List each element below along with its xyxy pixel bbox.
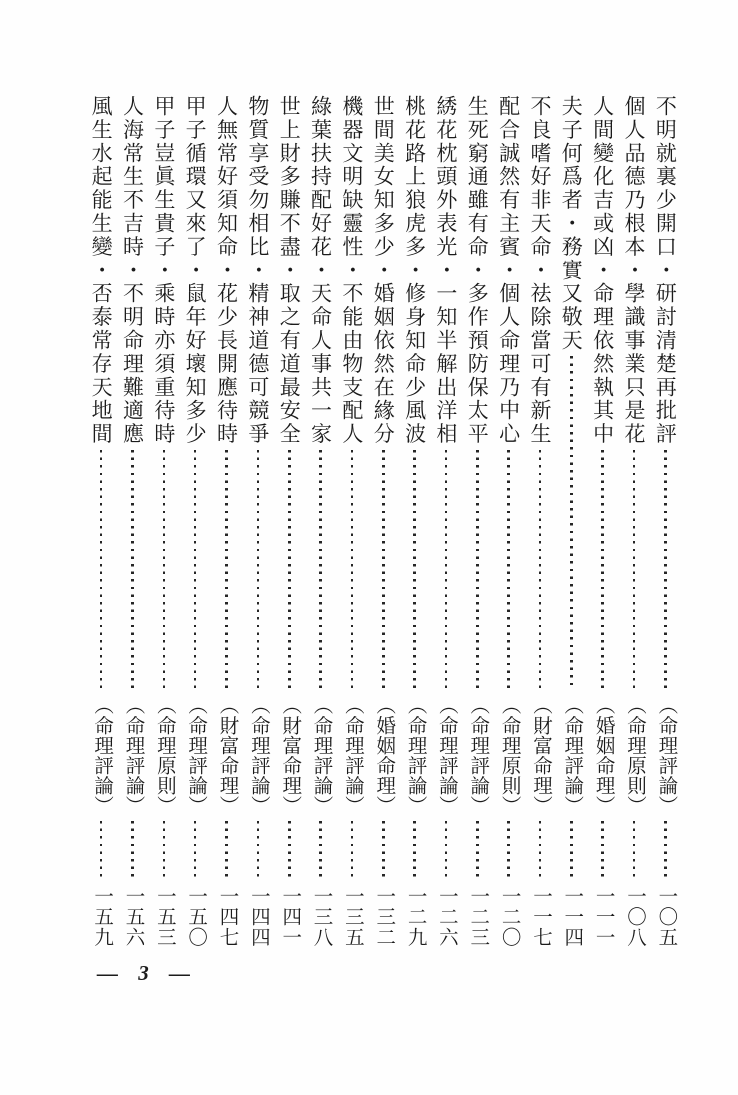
dot-leader (131, 821, 134, 879)
toc-columns (85, 95, 681, 947)
entry-title: 綠葉扶持配好花・天命人事共一家 (308, 95, 333, 446)
entry-page-number: 一三五 (341, 885, 363, 947)
entry-title: 不良嗜好非天命・祛除當可有新生 (527, 95, 552, 446)
entry-category: （婚姻命理） (373, 694, 395, 816)
entry-page-number: 一五六 (122, 885, 144, 947)
toc-entry (493, 95, 524, 947)
entry-page-number: 一一四 (561, 885, 583, 947)
toc-entry (556, 95, 587, 947)
dot-leader (319, 821, 322, 879)
entry-title: 不明就裏少開口・研討清楚再批評 (653, 95, 678, 446)
entry-page-number: 一四一 (279, 885, 301, 947)
dot-leader (476, 450, 479, 690)
entry-page-number: 一二九 (404, 885, 426, 947)
toc-entry (242, 95, 273, 947)
dot-leader (633, 450, 636, 690)
toc-entry (211, 95, 242, 947)
toc-entry (618, 95, 649, 947)
dot-leader (131, 450, 134, 690)
toc-entry (524, 95, 555, 947)
entry-category: （婚姻命理） (592, 694, 614, 816)
dot-leader (664, 821, 667, 879)
dot-leader (100, 821, 103, 879)
dot-leader (351, 450, 354, 690)
entry-title: 人無常好須知命・花少長開應待時 (214, 95, 239, 446)
entry-category: （命理評論） (91, 694, 113, 816)
entry-page-number: 一五〇 (185, 885, 207, 947)
entry-page-number: 一一一 (592, 885, 614, 947)
dot-leader (194, 821, 197, 879)
toc-entry (148, 95, 179, 947)
entry-category: （命理原則） (498, 694, 520, 816)
entry-title: 甲子循環又來了・鼠年好壞知多少 (183, 95, 208, 446)
entry-category: （命理原則） (623, 694, 645, 816)
dot-leader (601, 821, 604, 879)
toc-entry (305, 95, 336, 947)
dot-leader (445, 450, 448, 690)
entry-page-number: 一〇八 (623, 885, 645, 947)
page-folio: — 3 — (97, 961, 193, 985)
entry-category: （命理評論） (122, 694, 144, 816)
toc-entry (274, 95, 305, 947)
toc-entry (117, 95, 148, 947)
toc-entry (399, 95, 430, 947)
dot-leader (163, 821, 166, 879)
dot-leader (570, 821, 573, 879)
entry-title: 物質享受勿相比・精神道德可競爭 (245, 95, 270, 446)
entry-category: （命理評論） (655, 694, 677, 816)
dot-leader (413, 821, 416, 879)
entry-page-number: 一三二 (373, 885, 395, 947)
entry-category: （命理評論） (561, 694, 583, 816)
entry-category: （命理評論） (341, 694, 363, 816)
entry-page-number: 一四四 (247, 885, 269, 947)
dot-leader (445, 821, 448, 879)
toc-entry (368, 95, 399, 947)
dot-leader (382, 450, 385, 690)
entry-title: 機器文明缺靈性・不能由物支配人 (339, 95, 364, 446)
entry-page-number: 一一七 (529, 885, 551, 947)
entry-title: 配合誠然有主賓・個人命理乃中心 (496, 95, 521, 446)
entry-title: 夫子何爲者・務實又敬天 (559, 95, 584, 353)
toc-entry (587, 95, 618, 947)
entry-category: （命理原則） (153, 694, 175, 816)
entry-page-number: 一五九 (91, 885, 113, 947)
entry-title: 個人品德乃根本・學識事業只是花 (621, 95, 646, 446)
toc-entry (85, 95, 116, 947)
entry-title: 桃花路上狼虎多・修身知命少風波 (402, 95, 427, 446)
dot-leader (601, 450, 604, 690)
dot-leader (257, 821, 260, 879)
entry-page-number: 一三八 (310, 885, 332, 947)
dot-leader (664, 450, 667, 690)
dot-leader (413, 450, 416, 690)
dot-leader (100, 450, 103, 690)
entry-page-number: 一五三 (153, 885, 175, 947)
dot-leader (194, 450, 197, 690)
dot-leader (633, 821, 636, 879)
entry-page-number: 一四七 (216, 885, 238, 947)
dot-leader (539, 450, 542, 690)
dot-leader (225, 450, 228, 690)
toc-entry (336, 95, 367, 947)
entry-title: 生死窮通雖有命・多作預防保太平 (465, 95, 490, 446)
entry-page-number: 一〇五 (655, 885, 677, 947)
toc-entry (650, 95, 681, 947)
dot-leader (163, 450, 166, 690)
entry-title: 人間變化吉或凶・命理依然執其中 (590, 95, 615, 446)
dot-leader (351, 821, 354, 879)
dot-leader (507, 821, 510, 879)
entry-category: （命理評論） (310, 694, 332, 816)
entry-page-number: 一二六 (435, 885, 457, 947)
dot-leader (382, 821, 385, 879)
entry-category: （命理評論） (435, 694, 457, 816)
entry-title: 綉花枕頭外表光・一知半解出洋相 (433, 95, 458, 446)
entry-category: （財富命理） (216, 694, 238, 816)
dot-leader (476, 821, 479, 879)
entry-title: 世間美女知多少・婚姻依然在緣分 (371, 95, 396, 446)
entry-category: （財富命理） (279, 694, 301, 816)
dot-leader (288, 821, 291, 879)
entry-category: （財富命理） (529, 694, 551, 816)
entry-page-number: 一二〇 (498, 885, 520, 947)
dot-leader (319, 450, 322, 690)
entry-title: 人海常生不吉時・不明命理難適應 (120, 95, 145, 446)
dot-leader (570, 356, 573, 689)
dot-leader (225, 821, 228, 879)
entry-category: （命理評論） (185, 694, 207, 816)
dot-leader (257, 450, 260, 690)
entry-title: 風生水起能生變・否泰常存天地間 (89, 95, 114, 446)
dot-leader (507, 450, 510, 690)
entry-title: 甲子豈眞生貴子・乘時亦須重待時 (151, 95, 176, 446)
entry-category: （命理評論） (467, 694, 489, 816)
toc-entry (430, 95, 461, 947)
entry-title: 世上財多賺不盡・取之有道最安全 (277, 95, 302, 446)
toc-entry (180, 95, 211, 947)
toc-entry (462, 95, 493, 947)
entry-page-number: 一二三 (467, 885, 489, 947)
dot-leader (288, 450, 291, 690)
entry-category: （命理評論） (404, 694, 426, 816)
dot-leader (539, 821, 542, 879)
entry-category: （命理評論） (247, 694, 269, 816)
